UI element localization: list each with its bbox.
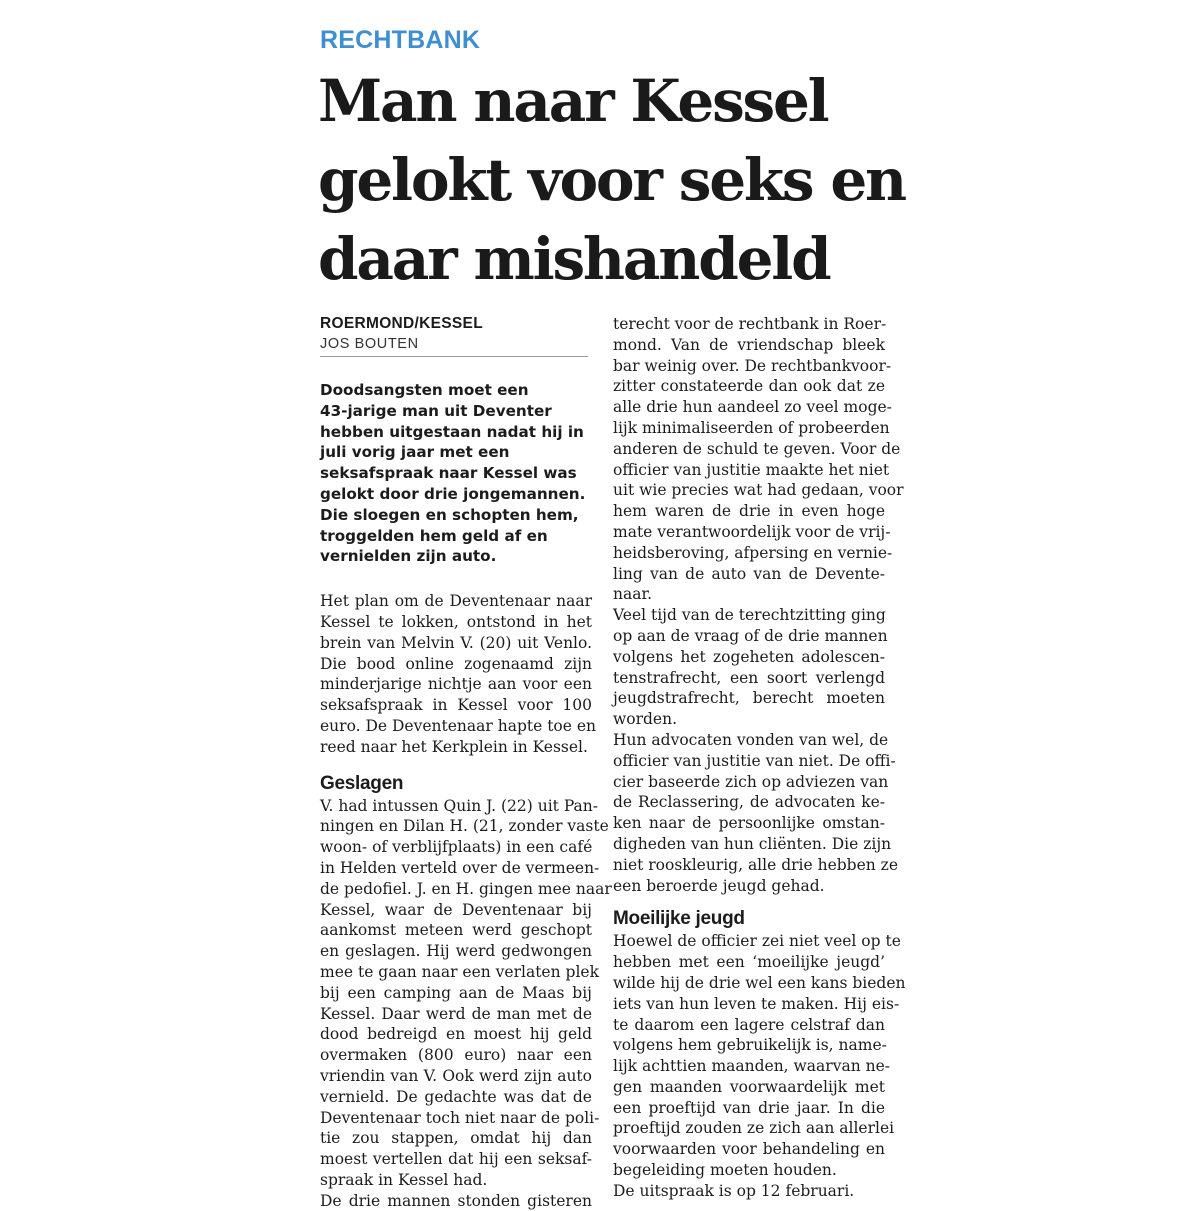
headline [318, 62, 1178, 299]
body-line: Deventenaar toch niet naar de poli- [320, 1108, 600, 1127]
body-line: minderjarige nichtje aan voor een [320, 675, 592, 694]
body-line: Die bood online zogenaamd zijn [320, 654, 592, 673]
section-kicker: RECHTBANK [320, 26, 481, 54]
body-line: op aan de vraag of de drie mannen [613, 626, 888, 645]
lead-paragraph [320, 380, 592, 567]
body-line: proeftijd zouden ze zich aan allerlei [613, 1119, 895, 1138]
body-line: mate verantwoordelijk voor de vrij- [613, 522, 891, 541]
body-paragraph [320, 591, 597, 757]
body-line: naar. [613, 585, 653, 604]
lead-line: Doodsangsten moet een [320, 381, 529, 399]
body-line: spraak in Kessel had. [320, 1170, 488, 1189]
body-line: De drie mannen stonden gisteren [320, 1191, 592, 1210]
body-line: Hoewel de officier zei niet veel op te [613, 932, 901, 951]
body-line: gen maanden voorwaardelijk met [613, 1077, 885, 1096]
subhead-moeilijke-jeugd: Moeilijke jeugd [613, 908, 745, 930]
body-line: anderen de schuld te geven. Voor de [613, 439, 901, 458]
body-line: terecht voor de rechtbank in Roer- [613, 315, 887, 333]
body-line: en geslagen. Hij werd gedwongen [320, 942, 592, 961]
body-line: V. had intussen Quin J. (22) uit Pan- [320, 796, 599, 815]
body-line: officier van justitie van niet. De offi- [613, 751, 896, 770]
body-line: een beroerde jeugd gehad. [613, 876, 825, 895]
body-line: euro. De Deventenaar hapte toe en [320, 716, 597, 735]
body-line: een proeftijd van drie jaar. In die [613, 1098, 885, 1117]
body-line: ling van de auto van de Devente- [613, 564, 885, 583]
body-line: alle drie hun aandeel zo veel moge- [613, 398, 892, 417]
body-line: officier van justitie maakte het niet [613, 460, 890, 479]
body-line: in Helden verteld over de vermeen- [320, 858, 600, 877]
body-line: ken naar de persoonlijke omstan- [613, 814, 885, 833]
byline-place: ROERMOND/KESSEL [320, 315, 483, 332]
lead-line: gelokt door drie jongemannen. [320, 484, 586, 503]
body-line: moest vertellen dat hij een seksaf- [320, 1150, 592, 1169]
body-line: Veel tijd van de terechtzitting ging [613, 606, 886, 625]
lead-line: vernielden zijn auto. [320, 547, 497, 566]
body-line: dood bedreigd en moest hij geld [320, 1025, 592, 1044]
body-line: aankomst meteen werd geschopt [320, 921, 592, 940]
body-line: voorwaarden voor behandeling en [613, 1140, 885, 1159]
body-line: woon- of verblijfplaats) in een café [320, 838, 593, 857]
body-line: hebben met een ‘moeilijke jeugd’ [613, 953, 885, 972]
body-line: begeleiding moeten houden. [613, 1161, 837, 1180]
body-line: Kessel te lokken, ontstond in het [320, 612, 592, 631]
lead-line: troggelden hem geld af en [320, 526, 548, 545]
body-line: mee te gaan naar een verlaten plek [320, 962, 599, 981]
body-line: niet rooskleurig, alle drie hebben ze [613, 855, 899, 874]
lead-line: hebben uitgestaan nadat hij in [320, 422, 584, 441]
body-line: digheden van hun cliënten. Die zijn [613, 834, 892, 853]
body-line: Het plan om de Deventenaar naar [320, 592, 592, 611]
body-line: volgens het zogeheten adolescen- [613, 647, 885, 666]
body-line: De uitspraak is op 12 februari. [613, 1181, 855, 1200]
subhead-geslagen: Geslagen [320, 772, 404, 794]
body-line: hem waren de drie in even hoge [613, 502, 885, 521]
article-column-left [320, 314, 612, 1211]
body-line: bij een camping aan de Maas bij [320, 983, 592, 1002]
body-line: Kessel, waar de Deventenaar bij [320, 900, 592, 919]
body-paragraph [613, 605, 888, 730]
body-paragraph [320, 1191, 592, 1211]
headline-line: daar mishandeld [318, 225, 830, 293]
body-line: Kessel. Daar werd de man met de [320, 1004, 592, 1023]
body-line: iets van hun leven te maken. Hij eis- [613, 994, 900, 1013]
body-paragraph [613, 931, 906, 1181]
body-line: jeugdstrafrecht, berecht moeten [613, 689, 885, 708]
body-line: te daarom een lagere celstraf dan [613, 1015, 885, 1034]
body-line: seksafspraak in Kessel voor 100 [320, 696, 592, 715]
body-paragraph-continued [613, 314, 904, 605]
body-line: overmaken (800 euro) naar een [320, 1046, 592, 1065]
body-line: Hun advocaten vonden van wel, de [613, 730, 889, 749]
body-line: de pedofiel. J. en H. gingen mee naar [320, 879, 612, 898]
body-paragraph [613, 1181, 885, 1202]
body-line: ningen en Dilan H. (21, zonder vaste [320, 817, 609, 836]
body-line: brein van Melvin V. (20) uit Venlo. [320, 633, 592, 652]
body-line: vernield. De gedachte was dat de [320, 1087, 592, 1106]
lead-line: seksafspraak naar Kessel was [320, 464, 577, 483]
lead-line: juli vorig jaar met een [320, 443, 510, 462]
body-line: volgens hem gebruikelijk is, name- [613, 1036, 887, 1055]
body-line: worden. [613, 710, 678, 729]
body-line: vriendin van V. Ook werd zijn auto [320, 1066, 592, 1085]
body-line: de Reclassering, de advocaten ke- [613, 793, 885, 812]
lead-line: 43-jarige man uit Deventer [320, 401, 552, 420]
body-line: uit wie precies wat had gedaan, voor [613, 481, 904, 500]
article-column-right [613, 314, 906, 1202]
body-line: wilde hij de drie wel een kans bieden [613, 973, 906, 992]
headline-line: gelokt voor seks en [318, 146, 906, 214]
body-line: tenstrafrecht, een soort verlengd [613, 668, 885, 687]
byline-divider [320, 356, 588, 357]
lead-line: Die sloegen en schopten hem, [320, 505, 579, 524]
body-line: tie zou stappen, omdat hij dan [320, 1129, 592, 1148]
body-line: reed naar het Kerkplein in Kessel. [320, 737, 588, 756]
headline-line: Man naar Kessel [318, 67, 828, 135]
body-line: lijk minimaliseerden of probeerden [613, 418, 890, 437]
body-line: bar weinig over. De rechtbankvoor- [613, 356, 892, 375]
body-line: cier baseerde zich op adviezen van [613, 772, 889, 791]
body-paragraph [320, 796, 612, 1191]
body-line: lijk achttien maanden, waarvan ne- [613, 1057, 890, 1076]
body-line: mond. Van de vriendschap bleek [613, 335, 885, 354]
body-line: zitter constateerde dan ook dat ze [613, 377, 885, 396]
body-paragraph [613, 730, 899, 896]
byline-author: JOS BOUTEN [320, 336, 419, 352]
body-line: heidsberoving, afpersing en vernie- [613, 543, 893, 562]
